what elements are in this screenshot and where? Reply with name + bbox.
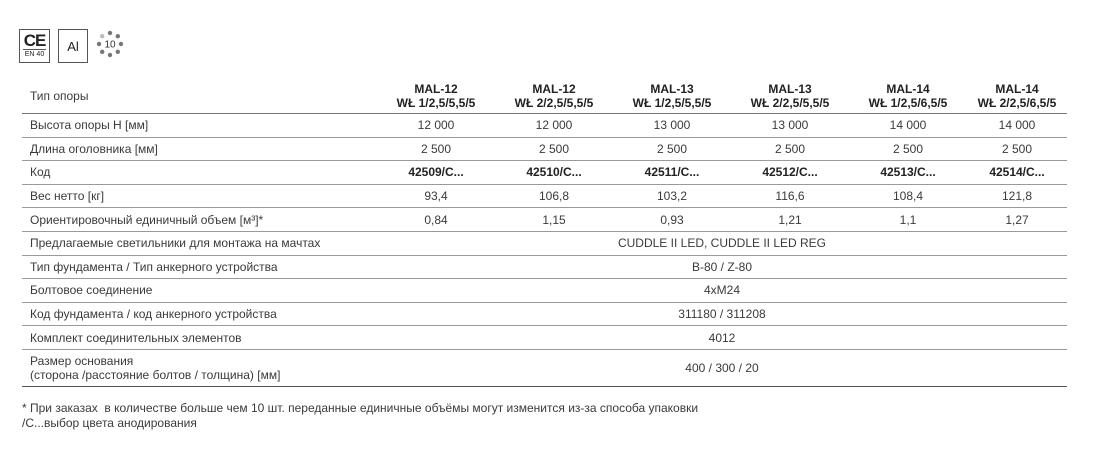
- cell: 42509/C...: [377, 161, 495, 185]
- merged-cell: 4012: [377, 326, 1067, 350]
- merged-cell: 311180 / 311208: [377, 302, 1067, 326]
- aluminium-badge: [58, 29, 88, 63]
- cell: 42513/C...: [849, 161, 967, 185]
- row-label: Комплект соединительных элементов: [22, 326, 377, 350]
- cell: 1,15: [495, 208, 613, 232]
- cell: 2 500: [613, 137, 731, 161]
- column-header: MAL-14 WŁ 2/2,5/6,5/5: [967, 79, 1067, 114]
- column-header: MAL-12 WŁ 1/2,5/5,5/5: [377, 79, 495, 114]
- cell: 2 500: [967, 137, 1067, 161]
- table-row: [22, 279, 1067, 303]
- row-label: Длина оголовника [мм]: [22, 137, 377, 161]
- column-header: MAL-14 WŁ 1/2,5/6,5/5: [849, 79, 967, 114]
- header-row: [22, 79, 1067, 114]
- column-header: MAL-13 WŁ 1/2,5/5,5/5: [613, 79, 731, 114]
- ce-en40-badge: [19, 29, 50, 63]
- certification-badges: [19, 29, 124, 63]
- row-label: Код: [22, 161, 377, 185]
- table-row: [22, 231, 1067, 255]
- merged-cell: 400 / 300 / 20: [377, 349, 1067, 386]
- cell: 2 500: [377, 137, 495, 161]
- row-label-line: Размер основания: [30, 353, 134, 368]
- cell: 116,6: [731, 184, 849, 208]
- merged-cell: B-80 / Z-80: [377, 255, 1067, 279]
- row-label: Тип фундамента / Тип анкерного устройства: [22, 255, 377, 279]
- row-label: [22, 349, 377, 386]
- cell: 13 000: [731, 114, 849, 138]
- row-label: Высота опоры H [мм]: [22, 114, 377, 138]
- cell: 42514/C...: [967, 161, 1067, 185]
- aluminium-label: Al: [67, 38, 79, 54]
- column-header: MAL-12 WŁ 2/2,5/5,5/5: [495, 79, 613, 114]
- cell: 0,93: [613, 208, 731, 232]
- warranty-years-label: 10: [104, 39, 116, 51]
- row-label: Вес нетто [кг]: [22, 184, 377, 208]
- table-row: [22, 137, 1067, 161]
- column-header: MAL-13 WŁ 2/2,5/5,5/5: [731, 79, 849, 114]
- row-label: Ориентировочный единичный объем [м³]*: [22, 208, 377, 232]
- warranty-10-icon: [96, 30, 124, 58]
- cell: 1,27: [967, 208, 1067, 232]
- table-row: [22, 161, 1067, 185]
- footnote-packaging: * При заказах в количестве больше чем 10 шт. переданные единичные объёмы могут изменится из-за способа упаковки: [22, 401, 699, 415]
- cell: 12 000: [495, 114, 613, 138]
- specification-table: [22, 79, 1067, 387]
- cell: 0,84: [377, 208, 495, 232]
- cell: 42512/C...: [731, 161, 849, 185]
- cell: 93,4: [377, 184, 495, 208]
- table-row: [22, 184, 1067, 208]
- row-label: Код фундамента / код анкерного устройства: [22, 302, 377, 326]
- cell: 42510/C...: [495, 161, 613, 185]
- table-row: [22, 302, 1067, 326]
- ce-mark: CE: [23, 31, 46, 50]
- cell: 1,21: [731, 208, 849, 232]
- cell: 42511/C...: [613, 161, 731, 185]
- cell: 14 000: [967, 114, 1067, 138]
- cell: 2 500: [731, 137, 849, 161]
- cell: 12 000: [377, 114, 495, 138]
- cell: 14 000: [849, 114, 967, 138]
- cell: 13 000: [613, 114, 731, 138]
- cell: 103,2: [613, 184, 731, 208]
- merged-cell: CUDDLE II LED, CUDDLE II LED REG: [377, 231, 1067, 255]
- header-label: Тип опоры: [22, 79, 377, 114]
- cell: 2 500: [495, 137, 613, 161]
- table-row: [22, 255, 1067, 279]
- merged-cell: 4xM24: [377, 279, 1067, 303]
- cell: 121,8: [967, 184, 1067, 208]
- cell: 1,1: [849, 208, 967, 232]
- table-row: [22, 208, 1067, 232]
- table-row: [22, 114, 1067, 138]
- footnote-color: /C...выбор цвета анодирования: [22, 416, 197, 430]
- table-row: [22, 326, 1067, 350]
- cell: 2 500: [849, 137, 967, 161]
- row-label: Предлагаемые светильники для монтажа на мачтах: [22, 231, 377, 255]
- en40-label: EN 40: [24, 51, 45, 58]
- footnotes: [22, 401, 698, 431]
- row-label: Болтовое соединение: [22, 279, 377, 303]
- cell: 106,8: [495, 184, 613, 208]
- row-label-line: (сторона /расстояние болтов / толщина) [мм]: [30, 367, 281, 382]
- table-row: [22, 349, 1067, 386]
- cell: 108,4: [849, 184, 967, 208]
